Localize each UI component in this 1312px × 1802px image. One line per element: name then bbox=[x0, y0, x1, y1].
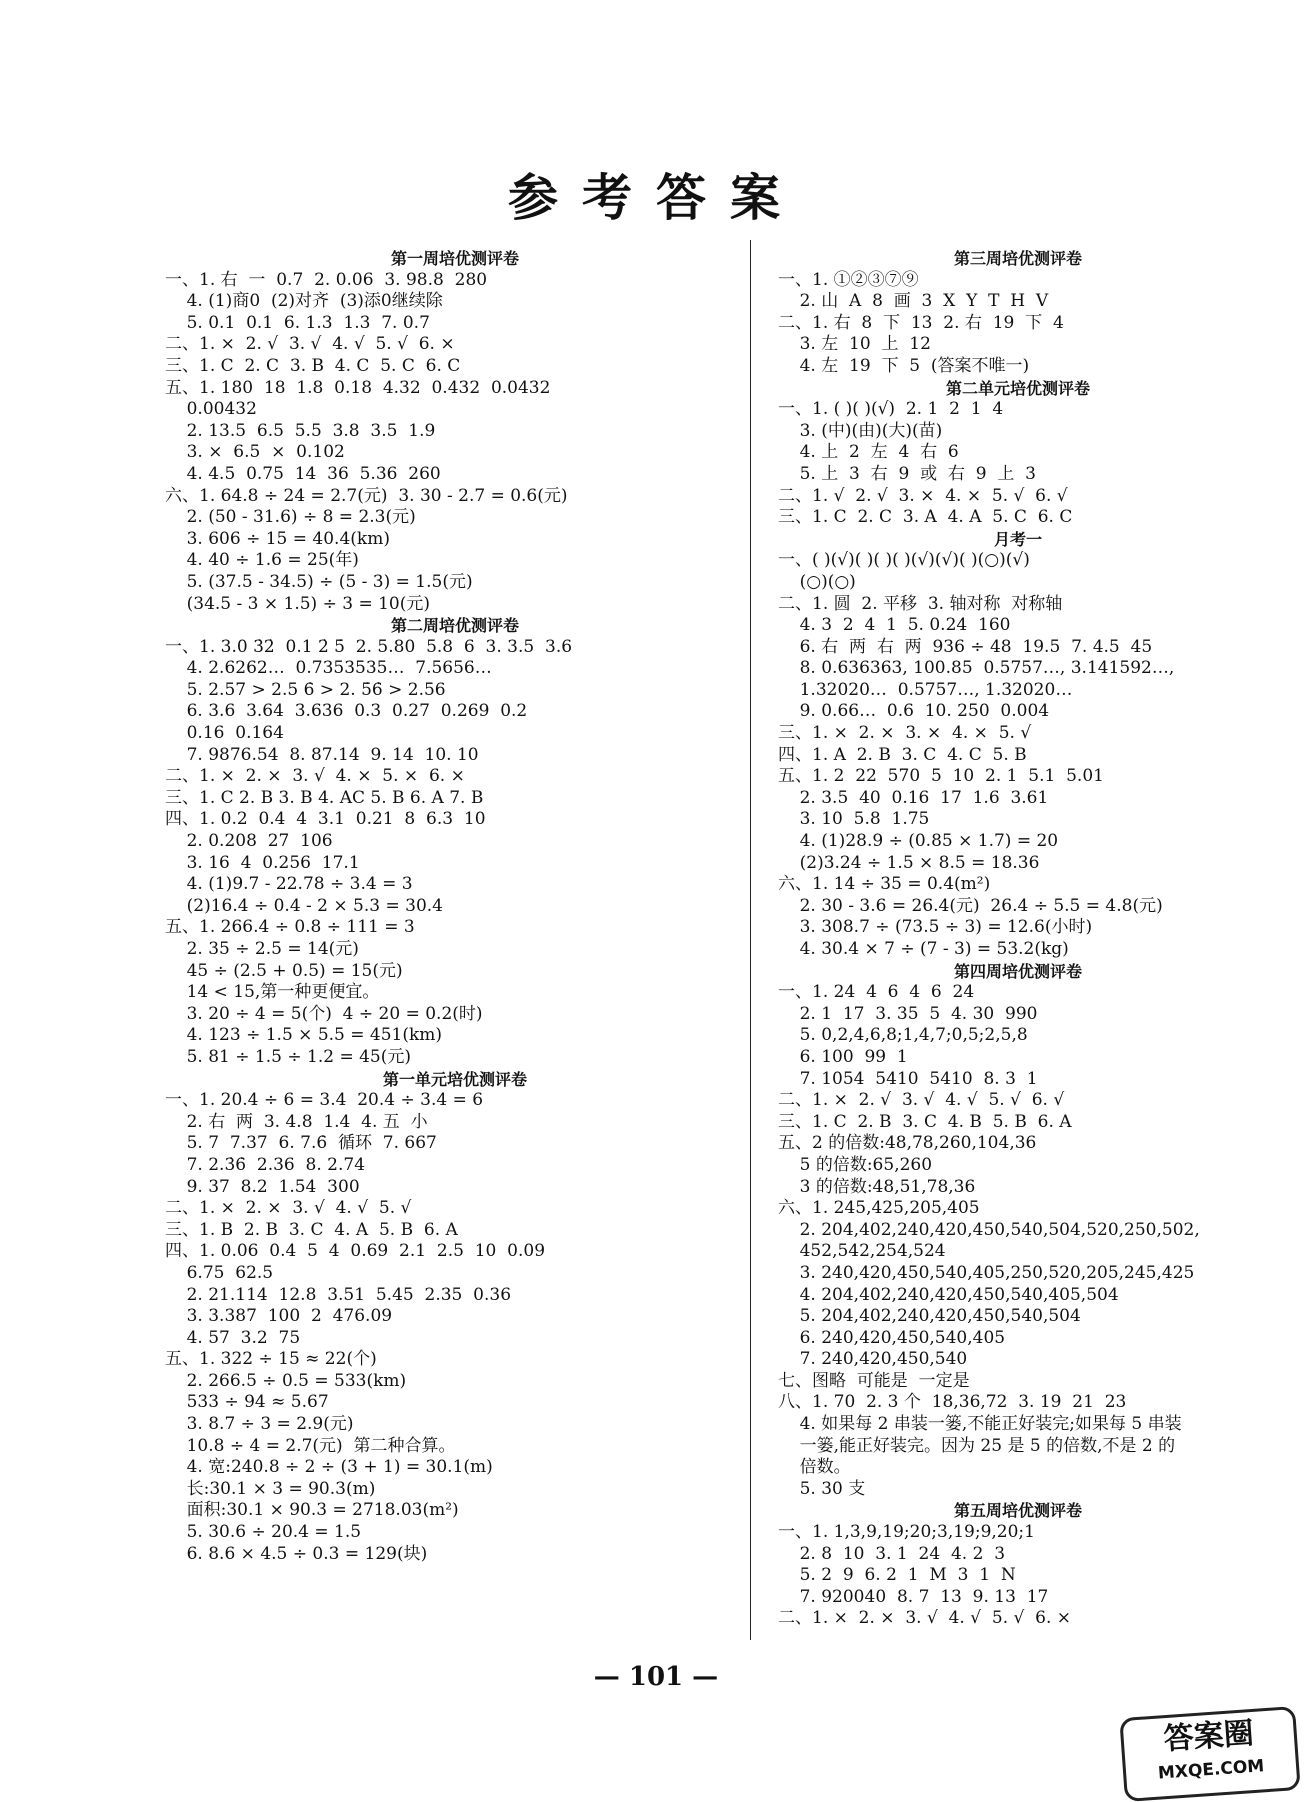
column-divider bbox=[750, 240, 751, 1640]
answer-line: 6. 右 两 右 两 936 ÷ 48 19.5 7. 4.5 45 bbox=[778, 636, 1153, 657]
answer-line: 一、1. 右 一 0.7 2. 0.06 3. 98.8 280 bbox=[165, 269, 488, 290]
answer-line: 五、1. 322 ÷ 15 ≈ 22(个) bbox=[165, 1349, 377, 1370]
answer-line: 六、1. 64.8 ÷ 24 = 2.7(元) 3. 30 - 2.7 = 0.6(元) bbox=[165, 485, 568, 506]
answer-line: (○)(○) bbox=[778, 571, 856, 592]
answer-line: 5. 81 ÷ 1.5 ÷ 1.2 = 45(元) bbox=[165, 1046, 411, 1067]
section-heading: 第二周培优测评卷 bbox=[390, 616, 519, 636]
answer-line: 45 ÷ (2.5 + 0.5) = 15(元) bbox=[165, 960, 403, 981]
answer-line: 3. 308.7 ÷ (73.5 ÷ 3) = 12.6(小时) bbox=[778, 917, 1093, 938]
answer-line: 三、1. C 2. C 3. A 4. A 5. C 6. C bbox=[778, 507, 1073, 528]
answer-line: 二、1. × 2. √ 3. √ 4. √ 5. √ 6. √ bbox=[778, 1090, 1065, 1111]
answer-line: 2. 8 10 3. 1 24 4. 2 3 bbox=[778, 1543, 1006, 1564]
answer-line: 一、1. 24 4 6 4 6 24 bbox=[778, 982, 975, 1003]
answer-line: 一、1. ①②③⑦⑨ bbox=[778, 269, 919, 290]
answer-line: 5. 0.1 0.1 6. 1.3 1.3 7. 0.7 bbox=[165, 312, 430, 333]
answer-line: 5. 2 9 6. 2 1 M 3 1 N bbox=[778, 1565, 1016, 1586]
answer-line: 一、1. 3.0 3̇2̇ 0.1 2̇ 5̇ 2. 5.80 5.8 6 3. 3.5 3.6 bbox=[165, 636, 573, 657]
answer-line: 4. 上 2 左 4 右 6 bbox=[778, 442, 959, 463]
answer-line: 四、1. 0.2 0.4 4 3.1 0.21 8 6.3 10 bbox=[165, 809, 486, 830]
answer-line: 6. 240,420,450,540,405 bbox=[778, 1327, 1006, 1348]
answer-line: 4. 30.4 × 7 ÷ (7 - 3) = 53.2(kg) bbox=[778, 939, 1069, 959]
answer-line: 3. 8.7 ÷ 3 = 2.9(元) bbox=[165, 1414, 354, 1435]
answer-line: 八、1. 70 2. 3 个 18,36,72 3. 19 21 23 bbox=[778, 1392, 1127, 1413]
answer-line: 3. 10 5.8 1.75 bbox=[778, 809, 930, 830]
answer-line: 4. 如果每 2 串装一篓,不能正好装完;如果每 5 串装 bbox=[778, 1414, 1182, 1435]
answer-line: 5. 30 支 bbox=[778, 1478, 866, 1499]
answer-line: 3. 606 ÷ 15 = 40.4(km) bbox=[165, 528, 390, 549]
answer-line: 4. 204,402,240,420,450,540,405,504 bbox=[778, 1284, 1119, 1305]
answer-line: 二、1. × 2. × 3. √ 4. √ 5. √ 6. × bbox=[778, 1608, 1072, 1629]
answer-line: 三、1. B 2. B 3. C 4. A 5. B 6. A bbox=[165, 1219, 458, 1240]
answer-line: 7. 9876.54 8. 87.14 9. 14 10. 10 bbox=[165, 744, 479, 765]
answer-line: 8. 0.636363, 100.85 0.5757…, 3.141592…, bbox=[778, 658, 1175, 679]
answer-line: 4. 57 3.2 75 bbox=[165, 1327, 301, 1348]
answer-line: 二、1. 圆 2. 平移 3. 轴对称 对称轴 bbox=[778, 593, 1063, 614]
answer-line: 3. 16 4 0.256 17.1 bbox=[165, 852, 360, 873]
logo-text: 答案圈 bbox=[1162, 1715, 1255, 1758]
answer-line: 4. 宽:240.8 ÷ 2 ÷ (3 + 1) = 30.1(m) bbox=[165, 1457, 493, 1478]
answer-line: 5. 上 3 右 9 或 右 9 上 3 bbox=[778, 463, 1036, 484]
answer-line: 一、( )(√)( )( )( )(√)(√)( )(○)(√) bbox=[778, 550, 1030, 571]
answer-line: 2. 0.208 27 106 bbox=[165, 831, 333, 852]
answer-line: 6.75 62.5 bbox=[165, 1262, 274, 1283]
answer-line: 5. (37.5 - 34.5) ÷ (5 - 3) = 1.5(元) bbox=[165, 571, 473, 592]
answer-line: 五、1. 180 18 1.8 0.18 4.32 0.432 0.0432 bbox=[165, 377, 551, 398]
answer-line: 5. 30.6 ÷ 20.4 = 1.5 bbox=[165, 1522, 362, 1543]
answer-line: 五、1. 2 22 570 5 10 2. 1 5.1 5.01 bbox=[778, 766, 1104, 787]
answer-line: 5. 7 7.37 6. 7.6̇ 循环 7. 667 bbox=[165, 1133, 437, 1154]
answer-line: 10.8 ÷ 4 = 2.7(元) 第二种合算。 bbox=[165, 1435, 456, 1456]
answer-line: 2. 山 A 8 画 3 X Y T H V bbox=[778, 291, 1049, 312]
answer-line: 三、1. C 2. B 3. C 4. B 5. B 6. A bbox=[778, 1111, 1072, 1132]
answer-line: 3. 3.387 100 2 476.09 bbox=[165, 1306, 393, 1327]
answer-line: 4. 2.6262… 0.7353535… 7.5656… bbox=[165, 658, 492, 679]
answer-line: 倍数。 bbox=[778, 1457, 851, 1478]
answer-line: 面积:30.1 × 90.3 = 2718.03(m²) bbox=[165, 1500, 459, 1521]
answer-line: 4. 123 ÷ 1.5 × 5.5 = 451(km) bbox=[165, 1025, 443, 1046]
answer-line: 7. 2.3̇6̇ 2.36 8. 2.74 bbox=[165, 1154, 366, 1175]
answer-line: 2. 266.5 ÷ 0.5 = 533(km) bbox=[165, 1370, 407, 1391]
answer-line: 三、1. × 2. × 3. × 4. × 5. √ bbox=[778, 723, 1032, 744]
section-heading: 第一周培优测评卷 bbox=[390, 249, 519, 268]
answer-line: 2. (50 - 31.6) ÷ 8 = 2.3(元) bbox=[165, 507, 416, 528]
answer-line: 4. (1)9.7 - 22.78 ÷ 3.4 = 3 bbox=[165, 874, 413, 895]
answer-line: 3. 240,420,450,540,405,250,520,205,245,425 bbox=[778, 1262, 1195, 1283]
answer-line: 4. 3 2 4 1 5. 0.24 160 bbox=[778, 615, 1011, 636]
answer-line: 三、1. C 2. B 3. B 4. AC 5. B 6. A 7. B bbox=[165, 787, 484, 808]
answer-line: 9. 37 8.2 1.54 300 bbox=[165, 1176, 360, 1197]
answer-line: 2. 21.114 12.8 3.51 5.45 2.35 0.36 bbox=[165, 1284, 512, 1305]
answer-line: (34.5 - 3 × 1.5) ÷ 3 = 10(元) bbox=[165, 593, 431, 614]
answer-line: 五、1. 266.4 ÷ 0.8 ÷ 111 = 3 bbox=[165, 917, 415, 938]
answer-line: 3. 左 10 上 12 bbox=[778, 334, 931, 355]
answer-line: 长:30.1 × 3 = 90.3(m) bbox=[165, 1478, 376, 1499]
answer-line: 4. (1)商0 (2)对齐 (3)添0继续除 bbox=[165, 291, 443, 312]
left-answer-column bbox=[165, 248, 745, 1565]
answer-line: 4. 4.5 0.75 14 36 5.36 260 bbox=[165, 463, 441, 484]
answer-line: 2. 右 两 3. 4.8 1.4 4. 五 小 bbox=[165, 1111, 428, 1132]
answer-line: 2. 1 17 3. 35 5 4. 30 990 bbox=[778, 1003, 1038, 1024]
answer-line: 7. 1054 5410 5410 8. 3 1 bbox=[778, 1068, 1038, 1089]
answer-line: 六、1. 14 ÷ 35 = 0.4(m²) bbox=[778, 874, 991, 895]
answer-line: 四、1. A 2. B 3. C 4. C 5. B bbox=[778, 744, 1027, 765]
answer-line: 一篓,能正好装完。因为 25 是 5 的倍数,不是 2 的 bbox=[778, 1435, 1176, 1456]
answer-line: 二、1. × 2. × 3. √ 4. × 5. × 6. × bbox=[165, 766, 465, 787]
answer-line: 4. (1)28.9 ÷ (0.85 × 1.7) = 20 bbox=[778, 831, 1059, 852]
right-answer-column bbox=[778, 248, 1258, 1630]
answer-line: 七、图略 可能是 一定是 bbox=[778, 1370, 970, 1391]
answer-line: (2)3.24 ÷ 1.5 × 8.5 = 18.36 bbox=[778, 852, 1040, 873]
answer-line: 3. × 6.5 × 0.102 bbox=[165, 442, 345, 463]
answer-line: 六、1. 245,425,205,405 bbox=[778, 1198, 980, 1219]
answer-line: 四、1. 0.06 0.4 5 4 0.69 2.1 2.5 10 0.09 bbox=[165, 1241, 546, 1262]
answer-line: 一、1. 1,3,9,19;20;3,19;9,20;1 bbox=[778, 1522, 1035, 1543]
section-heading: 第二单元培优测评卷 bbox=[945, 378, 1090, 398]
answer-line: 二、1. × 2. × 3. √ 4. √ 5. √ bbox=[165, 1198, 412, 1219]
section-heading: 第三周培优测评卷 bbox=[953, 249, 1082, 268]
answer-line: 二、1. √ 2. √ 3. × 4. × 5. √ 6. √ bbox=[778, 485, 1068, 506]
answer-line: 2. 204,402,240,420,450,540,504,520,250,502, bbox=[778, 1219, 1200, 1240]
section-heading: 第一单元培优测评卷 bbox=[382, 1069, 527, 1089]
answer-line: 2. 35 ÷ 2.5 = 14(元) bbox=[165, 939, 359, 959]
answer-line: 6. 8.6 × 4.5 ÷ 0.3 = 129(块) bbox=[165, 1543, 428, 1564]
answer-line: 五、2 的倍数:48,78,260,104,36 bbox=[778, 1133, 1037, 1154]
answer-line: 0.00432 bbox=[165, 399, 257, 420]
answer-line: 9. 0.66… 0.6 10. 250 0.004 bbox=[778, 701, 1050, 722]
answer-line: 3 的倍数:48,51,78,36 bbox=[778, 1176, 976, 1197]
answer-line: 1.32020… 0.5757…, 1.32020… bbox=[778, 679, 1073, 700]
section-heading: 第四周培优测评卷 bbox=[953, 961, 1082, 981]
answer-line: 一、1. 20.4 ÷ 6 = 3.4 20.4 ÷ 3.4 = 6 bbox=[165, 1090, 484, 1111]
answer-line: 452,542,254,524 bbox=[778, 1241, 946, 1262]
answer-line: 6. 100 99 1 bbox=[778, 1046, 908, 1067]
answer-line: 5. 204,402,240,420,450,540,504 bbox=[778, 1306, 1081, 1327]
answer-line: 三、1. C 2. C 3. B 4. C 5. C 6. C bbox=[165, 355, 461, 376]
answer-line: 二、1. 右 8 下 13 2. 右 19 下 4 bbox=[778, 312, 1064, 333]
page-number: — 101 — bbox=[593, 1662, 719, 1692]
answer-line: 3. (中)(由)(大)(苗) bbox=[778, 420, 943, 441]
answer-line: 4. 左 19 下 5 (答案不唯一) bbox=[778, 355, 1030, 376]
section-heading: 月考一 bbox=[993, 529, 1042, 549]
answer-line: 7. 240,420,450,540 bbox=[778, 1349, 968, 1370]
answer-line: 7. 920040 8. 7 13 9. 13 17 bbox=[778, 1586, 1049, 1607]
answer-line: 5 的倍数:65,260 bbox=[778, 1154, 933, 1175]
answer-line: 2. 3.5 40 0.16 17 1.6 3.61 bbox=[778, 787, 1049, 808]
answer-line: (2)16.4 ÷ 0.4 - 2 × 5.3 = 30.4 bbox=[165, 895, 443, 916]
answer-line: 2. 13.5 6.5 5.5 3.8 3.5 1.9 bbox=[165, 420, 436, 441]
answer-line: 6. 3.6 3.64 3.636 0.3 0.27 0.269 0.2 bbox=[165, 701, 528, 722]
answer-line: 0.16 0.164 bbox=[165, 723, 284, 744]
section-heading: 第五周培优测评卷 bbox=[953, 1501, 1082, 1521]
answer-line: 5. 2.57 > 2.5 6̇ > 2. 5̇6̇ > 2.56 bbox=[165, 679, 446, 700]
answer-line: 一、1. ( )( )(√) 2. 1 2 1 4 bbox=[778, 399, 1004, 420]
answer-line: 2. 30 - 3.6 = 26.4(元) 26.4 ÷ 5.5 = 4.8(元) bbox=[778, 895, 1163, 916]
answer-line: 二、1. × 2. √ 3. √ 4. √ 5. √ 6. × bbox=[165, 334, 455, 355]
watermark-logo bbox=[1119, 1706, 1300, 1802]
answer-line: 14 < 15,第一种更便宜。 bbox=[165, 982, 380, 1003]
page-title: 参考答案 bbox=[508, 168, 804, 227]
answer-line: 4. 40 ÷ 1.6 = 25(年) bbox=[165, 550, 359, 571]
answer-line: 3. 20 ÷ 4 = 5(个) 4 ÷ 20 = 0.2(时) bbox=[165, 1003, 483, 1024]
answer-line: 533 ÷ 94 ≈ 5.67 bbox=[165, 1392, 329, 1413]
answer-line: 5. 0,2,4,6,8;1,4,7;0,5;2,5,8 bbox=[778, 1025, 1028, 1046]
logo-url: MXQE.COM bbox=[1157, 1756, 1265, 1784]
